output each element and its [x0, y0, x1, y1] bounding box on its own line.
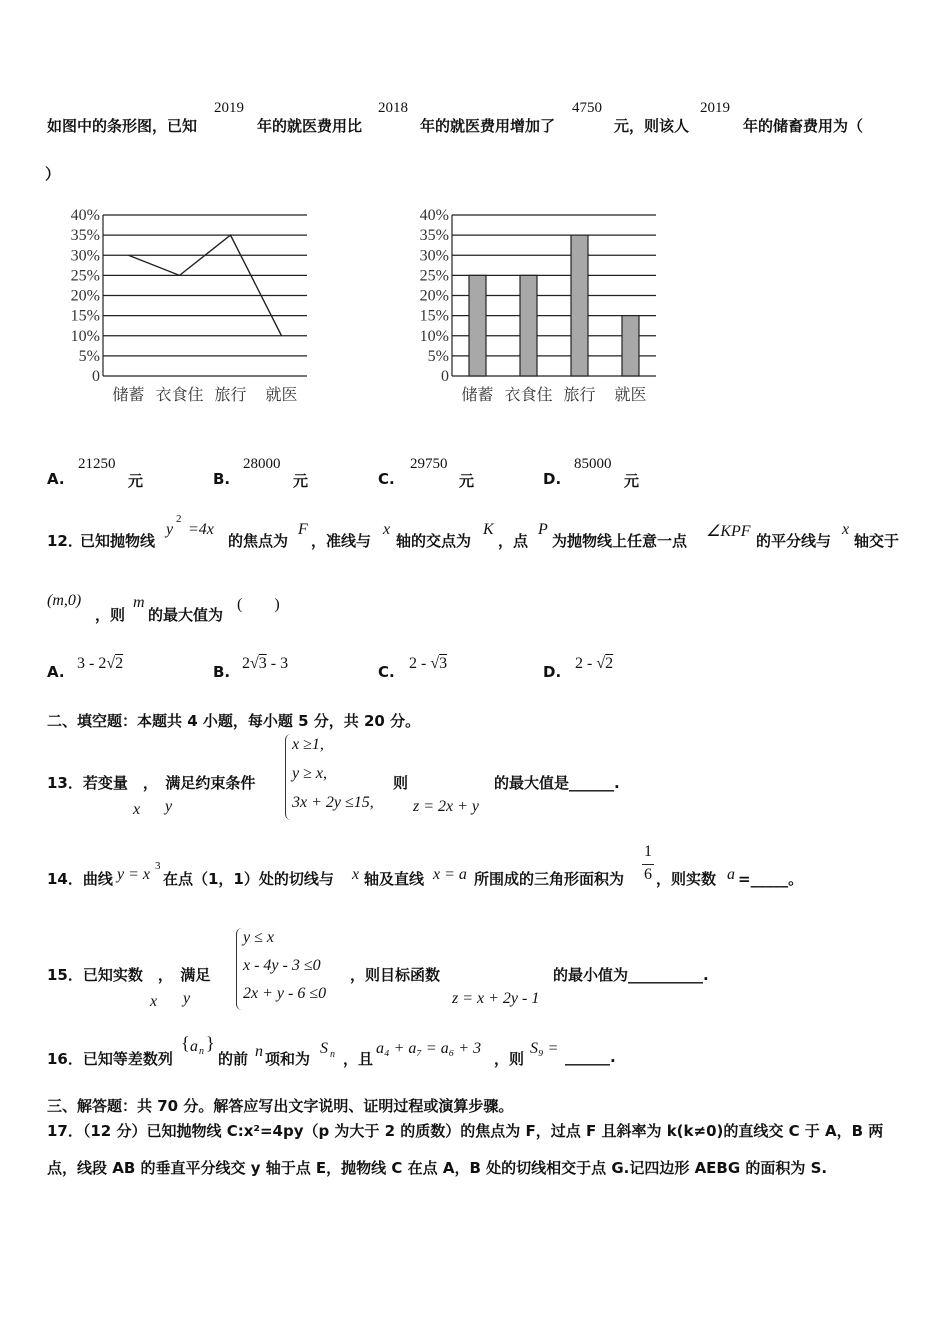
line-chart-ytick-label: 20%	[70, 287, 100, 305]
q11-option-a-letter: A.	[47, 470, 65, 488]
q12-m: m	[133, 594, 145, 611]
sqrt-icon: √	[106, 655, 116, 672]
q11-option-b-letter: B.	[213, 470, 231, 488]
bar-chart-bar-储蓄	[469, 275, 486, 376]
bar-chart-ytick-label: 5%	[427, 347, 449, 365]
bar-chart-xtick-label: 就医	[614, 387, 647, 404]
q13-objective: z = 2x + y	[413, 798, 480, 815]
q12-exp: 2	[176, 513, 182, 525]
q13-constraint-3: 3x + 2y ≤15,	[292, 794, 374, 811]
q16-text-1: 16．已知等差数列	[47, 1050, 173, 1068]
section-2-heading: 二、填空题：本题共 4 小题，每小题 5 分，共 20 分。	[47, 712, 421, 730]
q13-text-2: 的最大值是______.	[494, 774, 620, 792]
q11-amount: 4750	[572, 100, 602, 116]
bar-chart-ytick-label: 15%	[419, 307, 449, 325]
q14-exp: 3	[155, 860, 161, 872]
q17-line-1: 17．（12 分）已知抛物线 C:x²=4py（p 为大于 2 的质数）的焦点为 F，过点 F 且斜率为 k(k≠0)的直线交 C 于 A，B 两	[47, 1122, 884, 1140]
q12-eq: =4x	[188, 521, 214, 538]
line-chart	[55, 200, 325, 415]
q12-option-a-expr	[77, 655, 123, 673]
q11-year-2019: 2019	[214, 100, 244, 116]
q14-fraction-bar	[642, 864, 654, 865]
q13-y: y	[165, 798, 173, 815]
bar-chart-ytick-label: 30%	[419, 247, 449, 265]
q16-S: S	[320, 1040, 328, 1057]
line-chart-ytick-label: 35%	[70, 227, 100, 245]
q11-text-5: 年的储畜费用为（	[743, 117, 864, 135]
q12-number: 12．	[47, 532, 83, 550]
line-chart-ytick-label: 40%	[70, 207, 100, 224]
q11-text-4: 元，则该人	[614, 117, 690, 135]
q15-constraint-1: y ≤ x	[243, 929, 274, 946]
q12-F: F	[298, 521, 308, 538]
q11-option-c-letter: C.	[378, 470, 395, 488]
q13-system-brace	[285, 734, 292, 820]
q12-K: K	[483, 521, 494, 538]
q12-option-d-letter: D.	[543, 663, 562, 681]
q12-text-2: 的焦点为	[228, 532, 289, 550]
q12-text-8: 轴交于	[854, 532, 900, 550]
q14-fraction-den: 6	[644, 866, 652, 883]
bar-chart-bar-旅行	[571, 235, 588, 376]
q13-constraint-2: y ≥ x,	[292, 765, 327, 782]
q12-text-10: 的最大值为	[148, 606, 224, 624]
bar-chart-ytick-label: 25%	[419, 267, 449, 285]
q12-option-c-letter: C.	[378, 663, 395, 681]
q12-option-c-radicand: 3	[439, 655, 448, 672]
bar-chart-xtick-label: 衣食住	[504, 387, 553, 404]
q14-text-1: 14．曲线	[47, 870, 113, 888]
q11-option-a-value: 21250	[78, 456, 116, 472]
q16-text-2: 的前	[218, 1050, 249, 1068]
q16-brace-close: }	[206, 1033, 215, 1053]
q12-option-c-coef: 2 -	[409, 655, 431, 672]
q14-a: a	[727, 866, 735, 883]
q11-option-c-value: 29750	[410, 456, 448, 472]
bar-chart-yticks	[420, 207, 449, 385]
q14-text-5: ，则实数	[656, 870, 717, 888]
q13-x: x	[133, 801, 141, 818]
q11-text-3: 年的就医费用增加了	[420, 117, 556, 135]
q12-x2: x	[842, 521, 850, 538]
q15-objective: z = x + 2y - 1	[452, 990, 540, 1007]
q12-option-c-expr	[409, 655, 447, 673]
q16-text-3: 项和为	[265, 1050, 311, 1068]
sqrt-icon: √	[596, 655, 606, 672]
q11-option-d-value: 85000	[574, 456, 612, 472]
line-chart-series	[129, 235, 282, 336]
q11-option-b-unit: 元	[293, 472, 309, 490]
q15-text-2: ，则目标函数	[350, 966, 441, 984]
q12-option-b-coef: 2	[242, 655, 250, 672]
line-chart-ytick-label: 0	[92, 368, 100, 385]
q14-text-4: 所围成的三角形面积为	[474, 870, 625, 888]
q11-option-d-letter: D.	[543, 470, 562, 488]
q16-seq-sub: n	[199, 1046, 204, 1057]
line-chart-grid	[103, 215, 307, 376]
bar-chart-bar-衣食住	[520, 275, 537, 376]
q15-constraint-3: 2x + y - 6 ≤0	[243, 985, 327, 1002]
line-chart-xtick-label: 衣食住	[155, 387, 204, 404]
q12-x: x	[383, 521, 391, 538]
q16-brace-open: {	[181, 1033, 190, 1053]
q14-text-2: 在点（1，1）处的切线与	[163, 870, 334, 888]
q16-S9: S₉ =	[530, 1040, 559, 1057]
q12-y: y	[166, 521, 174, 538]
section-3-heading: 三、解答题：共 70 分。解答应写出文字说明、证明过程或演算步骤。	[47, 1097, 514, 1115]
bar-chart-ytick-label: 10%	[419, 327, 449, 345]
line-chart-ytick-label: 15%	[70, 307, 100, 325]
q12-option-a-radicand: 2	[115, 655, 124, 672]
line-chart-ytick-label: 25%	[70, 267, 100, 285]
q14-fraction-num: 1	[644, 843, 652, 860]
bar-chart-ytick-label: 35%	[419, 227, 449, 245]
q16-equation: a₄ + a₇ = a₆ + 3	[376, 1040, 482, 1057]
bar-chart-ytick-label: 0	[441, 368, 449, 385]
q12-paren: ( )	[237, 596, 280, 613]
q12-text-5: ，点	[498, 532, 529, 550]
q11-year-2018: 2018	[378, 100, 408, 116]
line-chart-xticks	[112, 386, 297, 404]
sqrt-icon: √	[430, 655, 440, 672]
q15-y: y	[183, 990, 191, 1007]
q17-line-2: 点，线段 AB 的垂直平分线交 y 轴于点 E，抛物线 C 在点 A，B 处的切线相交于点 G.记四边形 AEBG 的面积为 S.	[47, 1159, 828, 1177]
q16-n: n	[255, 1043, 263, 1060]
q14-line: x = a	[433, 866, 467, 883]
q12-option-d-coef: 2 -	[575, 655, 597, 672]
bar-chart-xtick-label: 储蓄	[461, 387, 494, 404]
sqrt-icon: √	[250, 655, 259, 672]
q16-text-5: ，则	[494, 1050, 525, 1068]
line-chart-xtick-label: 储蓄	[112, 387, 145, 404]
q12-text-3: ，准线与	[311, 532, 372, 550]
line-chart-yticks	[71, 207, 100, 385]
q15-text-1: 15．已知实数 ， 满足	[47, 966, 211, 984]
bar-chart-xticks	[461, 386, 646, 404]
q16-text-4: ，且	[343, 1050, 374, 1068]
q13-then: 则	[393, 774, 409, 792]
q12-option-d-expr	[575, 655, 613, 673]
q12-text-4: 轴的交点为	[396, 532, 472, 550]
q13-text-1: 13．若变量 ， 满足约束条件	[47, 774, 256, 792]
q12-option-b-expr	[242, 655, 288, 673]
q16-seq: a	[190, 1038, 198, 1055]
q12-option-a-letter: A.	[47, 663, 65, 681]
line-chart-ytick-label: 30%	[70, 247, 100, 265]
q11-option-c-unit: 元	[459, 472, 475, 490]
q16-S-sub: n	[330, 1049, 335, 1060]
q15-x: x	[150, 993, 158, 1010]
q12-P: P	[538, 521, 548, 538]
q15-constraint-2: x - 4y - 3 ≤0	[243, 957, 321, 974]
q15-text-3: 的最小值为__________.	[553, 966, 709, 984]
bar-chart-bars	[469, 235, 639, 376]
bar-chart	[402, 200, 672, 415]
line-chart-xtick-label: 就医	[265, 387, 298, 404]
q14-text-6: =_____。	[738, 870, 804, 888]
bar-chart-bar-就医	[622, 316, 639, 376]
q12-option-d-radicand: 2	[605, 655, 614, 672]
q12-option-b-radicand: 3	[258, 655, 267, 672]
line-chart-xtick-label: 旅行	[214, 387, 247, 404]
q11-option-d-unit: 元	[624, 472, 640, 490]
q12-option-b-tail: - 3	[266, 655, 289, 672]
q11-option-a-unit: 元	[128, 472, 144, 490]
q11-text-6: ）	[45, 165, 61, 183]
q11-text-2: 年的就医费用比	[257, 117, 363, 135]
q12-text-7: 的平分线与	[756, 532, 832, 550]
q16-text-6: ______.	[565, 1048, 616, 1066]
q14-x: x	[352, 866, 360, 883]
q12-point: (m,0)	[47, 592, 82, 609]
line-chart-ytick-label: 5%	[78, 347, 100, 365]
q11-year-2019b: 2019	[700, 100, 730, 116]
bar-chart-ytick-label: 20%	[419, 287, 449, 305]
q12-angle: ∠KPF	[706, 523, 751, 540]
line-chart-ytick-label: 10%	[70, 327, 100, 345]
q12-option-b-letter: B.	[213, 663, 231, 681]
bar-chart-ytick-label: 40%	[419, 207, 449, 224]
q13-constraint-1: x ≥1,	[292, 736, 324, 753]
bar-chart-xtick-label: 旅行	[563, 387, 596, 404]
q11-text-1: 如图中的条形图，已知	[47, 117, 198, 135]
q12-text-6: 为抛物线上任意一点	[552, 532, 688, 550]
q15-system-brace	[236, 928, 243, 1010]
q12-text-9: ，则	[95, 606, 126, 624]
q12-text-1: 已知抛物线	[80, 532, 156, 550]
q14-text-3: 轴及直线	[364, 870, 425, 888]
q11-option-b-value: 28000	[243, 456, 281, 472]
q12-option-a-coef: 3 - 2	[77, 655, 107, 672]
q14-curve: y = x	[117, 866, 150, 883]
